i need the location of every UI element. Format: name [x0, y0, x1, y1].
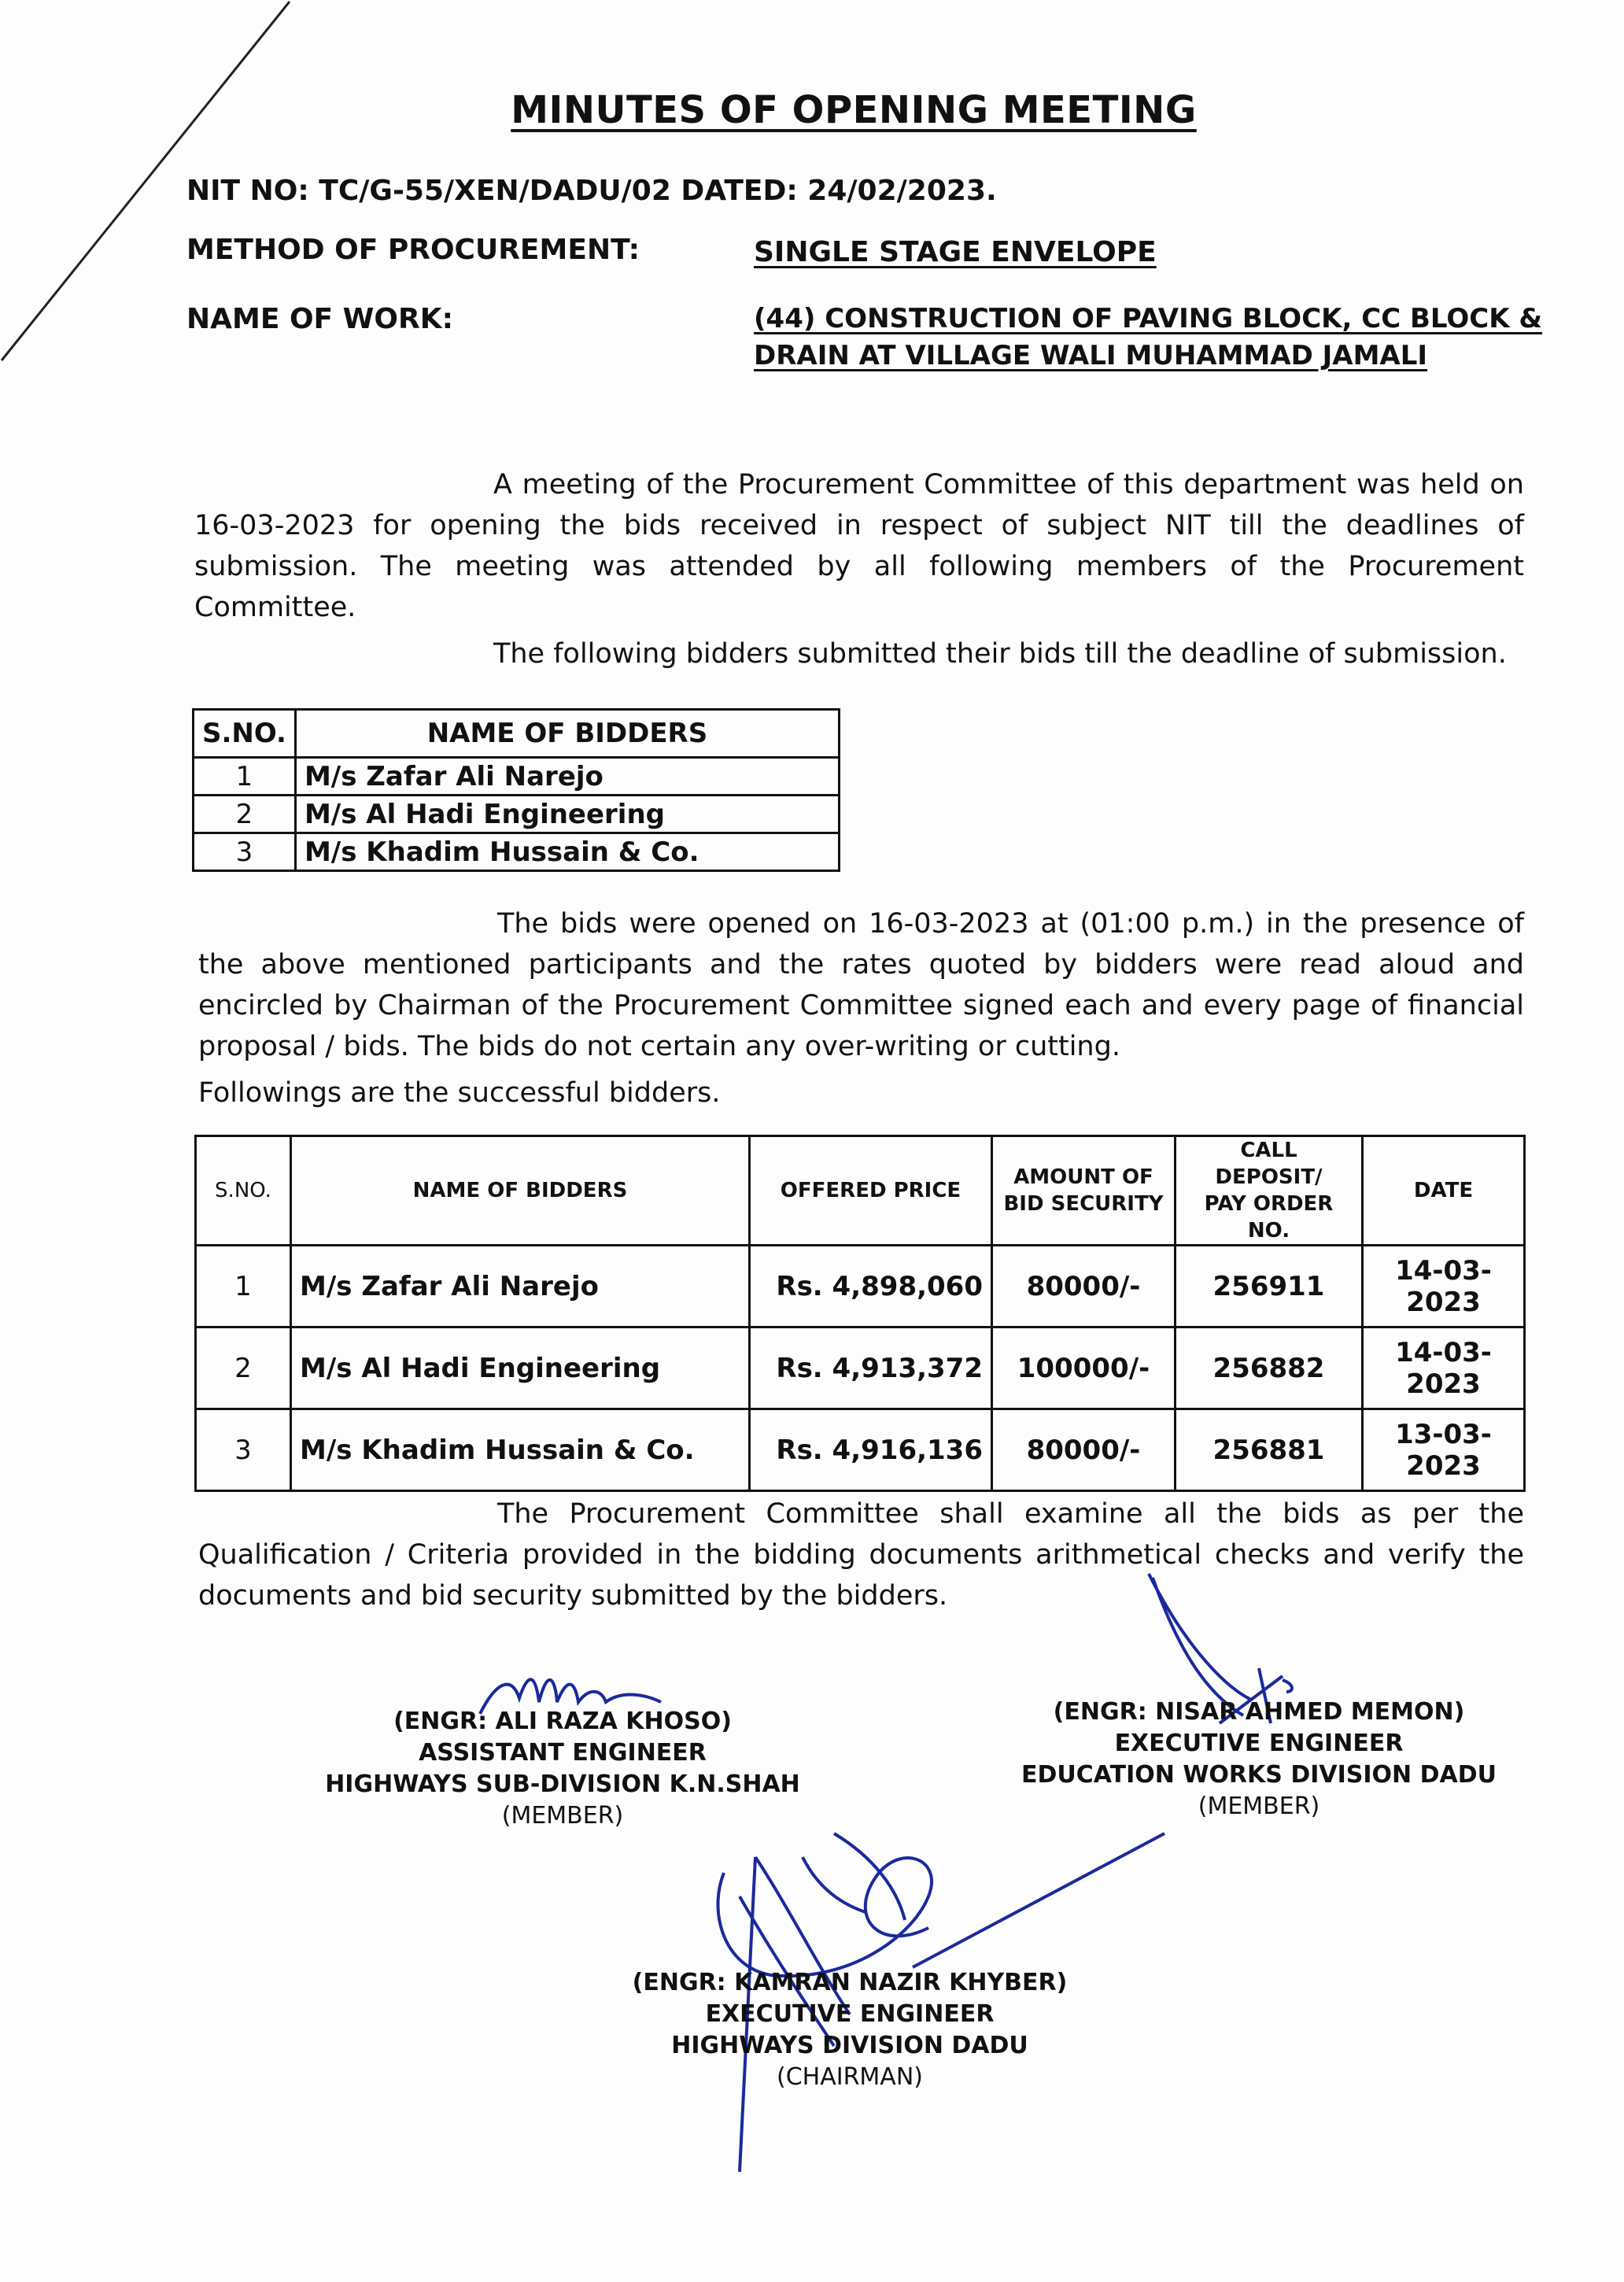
- cell-sno: 3: [194, 833, 296, 871]
- cell-sno: 1: [196, 1246, 291, 1327]
- signatory-office: EDUCATION WORKS DIVISION DADU: [1021, 1761, 1497, 1789]
- col-header-name: NAME OF BIDDERS: [295, 710, 839, 758]
- work-value-line1: (44) CONSTRUCTION OF PAVING BLOCK, CC BLOCK &: [754, 303, 1543, 334]
- cell-name: M/s Al Hadi Engineering: [291, 1327, 750, 1409]
- col-header-sno: S.NO.: [194, 710, 296, 758]
- cell-pay-order: 256911: [1176, 1246, 1363, 1327]
- table-row: [194, 796, 840, 833]
- cell-date: 13-03-2023: [1363, 1409, 1525, 1491]
- signatory-name: (ENGR: KAMRAN NAZIR KHYBER): [632, 1969, 1068, 1996]
- signatory-chairman: [574, 1967, 1125, 2093]
- cell-sno: 1: [194, 758, 296, 796]
- col-header-sno: S.NO.: [196, 1136, 291, 1246]
- cell-price: Rs. 4,898,060: [750, 1246, 992, 1327]
- document-title: MINUTES OF OPENING MEETING: [511, 88, 1197, 132]
- cell-date: 14-03-2023: [1363, 1246, 1525, 1327]
- signatory-name: (ENGR: ALI RAZA KHOSO): [393, 1708, 732, 1735]
- col-header-security-line2: BID SECURITY: [1003, 1192, 1164, 1216]
- meeting-paragraph: [194, 464, 1524, 628]
- signatory-office: HIGHWAYS DIVISION DADU: [671, 2032, 1028, 2059]
- col-header-pay-order-line1: CALL DEPOSIT/: [1215, 1139, 1323, 1189]
- cell-security: 100000/-: [992, 1327, 1176, 1409]
- examination-paragraph-text: The Procurement Committee shall examine all the bids as per the Qualification / Criteria provided in the bidding documents arithmetical checks and verify the documents and bid security submitted by the bidders.: [198, 1498, 1524, 1612]
- cell-price: Rs. 4,916,136: [750, 1409, 992, 1491]
- bidders-intro: The following bidders submitted their bids till the deadline of submission.: [493, 638, 1507, 670]
- method-label: METHOD OF PROCUREMENT:: [186, 234, 640, 266]
- table-row: [196, 1409, 1525, 1491]
- table-row: [194, 758, 840, 796]
- meeting-paragraph-text: A meeting of the Procurement Committee of this department was held on 16-03-2023 for opening the bids received in respect of subject NIT till the deadlines of submission. The meeting was attended by all following members of the Procurement Committee.: [194, 469, 1524, 623]
- cell-name: M/s Khadim Hussain & Co.: [291, 1409, 750, 1491]
- cell-name: M/s Zafar Ali Narejo: [295, 758, 839, 796]
- cell-pay-order: 256882: [1176, 1327, 1363, 1409]
- opening-paragraph-text: The bids were opened on 16-03-2023 at (01:00 p.m.) in the presence of the above mentioned participants and the rates quoted by bidders were read aloud and encircled by Chairman of the Procurement Committee signed each and every page of financial proposal / bids. The bids do not certain any over-writing or cutting.: [198, 908, 1524, 1062]
- successful-bidders-table: [194, 1135, 1526, 1492]
- cell-security: 80000/-: [992, 1246, 1176, 1327]
- col-header-security-line1: AMOUNT OF: [1013, 1165, 1153, 1189]
- cell-name: M/s Zafar Ali Narejo: [291, 1246, 750, 1327]
- signatory-designation: EXECUTIVE ENGINEER: [705, 2000, 995, 2028]
- col-header-pay-order: [1176, 1136, 1363, 1246]
- signatory-designation: EXECUTIVE ENGINEER: [1114, 1730, 1404, 1757]
- cell-price: Rs. 4,913,372: [750, 1327, 992, 1409]
- table-row: [194, 833, 840, 871]
- signatory-role: (CHAIRMAN): [777, 2063, 923, 2091]
- nit-line: NIT NO: TC/G-55/XEN/DADU/02 DATED: 24/02/2023.: [186, 175, 997, 207]
- col-header-pay-order-line2: PAY ORDER NO.: [1204, 1192, 1334, 1243]
- signatory-member-2: [984, 1697, 1534, 1822]
- table-row: [196, 1327, 1525, 1409]
- opening-paragraph: [198, 903, 1524, 1067]
- successful-intro: Followings are the successful bidders.: [198, 1077, 721, 1109]
- cell-date: 14-03-2023: [1363, 1327, 1525, 1409]
- method-value: SINGLE STAGE ENVELOPE: [754, 236, 1157, 268]
- cell-sno: 3: [196, 1409, 291, 1491]
- signatory-designation: ASSISTANT ENGINEER: [419, 1739, 707, 1767]
- cell-sno: 2: [196, 1327, 291, 1409]
- work-label: NAME OF WORK:: [186, 303, 453, 335]
- cell-security: 80000/-: [992, 1409, 1176, 1491]
- signatory-role: (MEMBER): [501, 1802, 624, 1830]
- cell-sno: 2: [194, 796, 296, 833]
- bidders-table: [192, 708, 840, 872]
- cell-name: M/s Al Hadi Engineering: [295, 796, 839, 833]
- signatory-member-1: [287, 1706, 838, 1832]
- cell-pay-order: 256881: [1176, 1409, 1363, 1491]
- col-header-date: DATE: [1363, 1136, 1525, 1246]
- work-value-line2: DRAIN AT VILLAGE WALI MUHAMMAD JAMALI: [754, 340, 1428, 371]
- signatory-role: (MEMBER): [1198, 1793, 1320, 1820]
- table-row: [196, 1246, 1525, 1327]
- signatory-office: HIGHWAYS SUB-DIVISION K.N.SHAH: [325, 1771, 800, 1798]
- col-header-security: [992, 1136, 1176, 1246]
- signatory-name: (ENGR: NISAR AHMED MEMON): [1053, 1698, 1465, 1726]
- cell-name: M/s Khadim Hussain & Co.: [295, 833, 839, 871]
- col-header-name: NAME OF BIDDERS: [291, 1136, 750, 1246]
- col-header-price: OFFERED PRICE: [750, 1136, 992, 1246]
